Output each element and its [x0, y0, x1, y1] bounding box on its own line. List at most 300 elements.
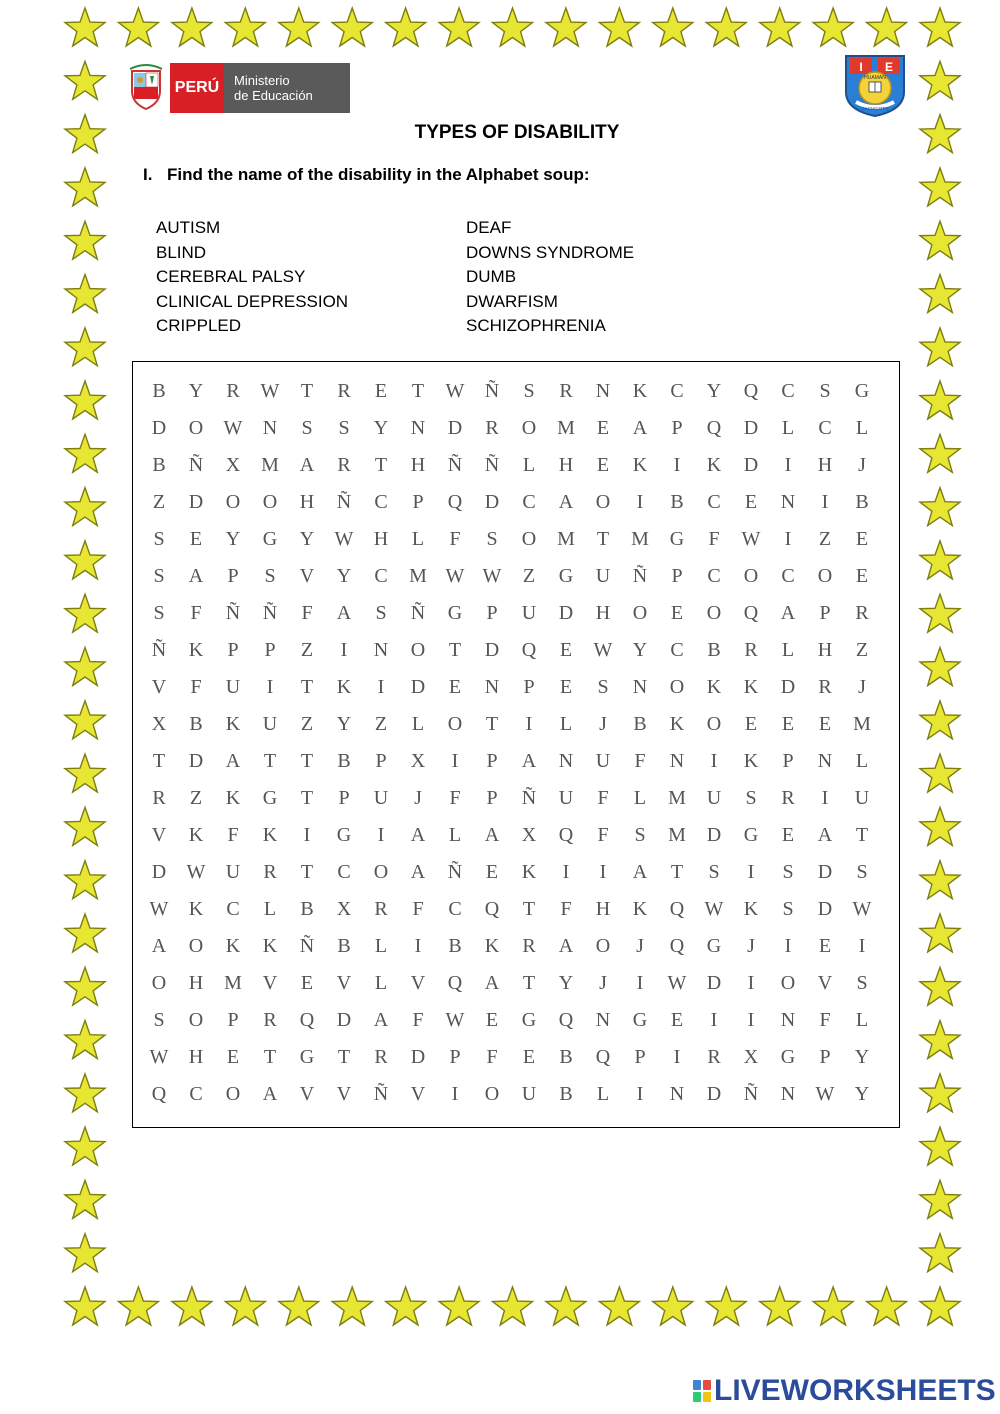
- grid-letter[interactable]: M: [557, 417, 575, 439]
- grid-letter[interactable]: Ñ: [262, 602, 278, 624]
- grid-letter[interactable]: C: [448, 898, 462, 920]
- grid-letter[interactable]: K: [225, 787, 241, 809]
- grid-letter[interactable]: Y: [225, 528, 241, 550]
- grid-letter[interactable]: Q: [743, 602, 759, 624]
- grid-letter[interactable]: T: [670, 861, 684, 883]
- grid-letter[interactable]: H: [595, 898, 611, 920]
- grid-letter[interactable]: I: [747, 972, 755, 994]
- grid-letter[interactable]: A: [558, 935, 574, 957]
- grid-letter[interactable]: C: [337, 861, 351, 883]
- grid-letter[interactable]: D: [188, 750, 204, 772]
- grid-letter[interactable]: X: [225, 454, 241, 476]
- grid-letter[interactable]: S: [375, 602, 387, 624]
- grid-letter[interactable]: W: [186, 861, 206, 883]
- grid-letter[interactable]: D: [484, 639, 500, 661]
- grid-letter[interactable]: B: [855, 491, 869, 513]
- grid-letter[interactable]: E: [559, 676, 573, 698]
- grid-letter[interactable]: F: [597, 824, 609, 846]
- grid-letter[interactable]: X: [743, 1046, 759, 1068]
- grid-letter[interactable]: O: [780, 972, 796, 994]
- grid-letter[interactable]: G: [706, 935, 722, 957]
- grid-letter[interactable]: P: [375, 750, 387, 772]
- grid-letter[interactable]: S: [153, 528, 165, 550]
- grid-letter[interactable]: K: [743, 676, 759, 698]
- grid-letter[interactable]: G: [447, 602, 463, 624]
- grid-letter[interactable]: P: [486, 602, 498, 624]
- grid-letter[interactable]: X: [521, 824, 537, 846]
- grid-letter[interactable]: A: [410, 824, 426, 846]
- grid-letter[interactable]: V: [410, 1083, 426, 1105]
- grid-letter[interactable]: F: [449, 528, 461, 550]
- grid-letter[interactable]: V: [262, 972, 278, 994]
- grid-letter[interactable]: I: [414, 935, 422, 957]
- grid-letter[interactable]: B: [559, 1083, 573, 1105]
- grid-letter[interactable]: E: [744, 713, 758, 735]
- grid-letter[interactable]: F: [819, 1009, 831, 1031]
- grid-letter[interactable]: M: [409, 565, 427, 587]
- grid-letter[interactable]: E: [522, 1046, 536, 1068]
- grid-letter[interactable]: L: [374, 972, 388, 994]
- grid-letter[interactable]: O: [669, 676, 685, 698]
- grid-letter[interactable]: C: [707, 565, 721, 587]
- grid-letter[interactable]: R: [337, 380, 351, 402]
- grid-letter[interactable]: N: [410, 417, 426, 439]
- grid-letter[interactable]: S: [856, 861, 868, 883]
- grid-letter[interactable]: M: [261, 454, 279, 476]
- grid-letter[interactable]: E: [485, 1009, 499, 1031]
- grid-letter[interactable]: N: [669, 1083, 685, 1105]
- grid-letter[interactable]: H: [817, 639, 833, 661]
- grid-letter[interactable]: W: [445, 380, 465, 402]
- grid-letter[interactable]: W: [334, 528, 354, 550]
- grid-letter[interactable]: K: [188, 824, 204, 846]
- grid-letter[interactable]: I: [266, 676, 274, 698]
- grid-letter[interactable]: T: [263, 750, 277, 772]
- grid-letter[interactable]: G: [854, 380, 870, 402]
- grid-letter[interactable]: S: [782, 898, 794, 920]
- grid-letter[interactable]: I: [710, 750, 718, 772]
- grid-letter[interactable]: Ñ: [151, 639, 167, 661]
- grid-letter[interactable]: D: [447, 417, 463, 439]
- grid-letter[interactable]: U: [706, 787, 722, 809]
- grid-letter[interactable]: R: [559, 380, 573, 402]
- grid-letter[interactable]: E: [855, 565, 869, 587]
- grid-letter[interactable]: L: [855, 417, 869, 439]
- grid-letter[interactable]: Ñ: [225, 602, 241, 624]
- grid-letter[interactable]: T: [263, 1046, 277, 1068]
- grid-letter[interactable]: C: [781, 565, 795, 587]
- grid-letter[interactable]: Ñ: [447, 861, 463, 883]
- grid-letter[interactable]: W: [149, 898, 169, 920]
- grid-letter[interactable]: K: [188, 639, 204, 661]
- grid-letter[interactable]: A: [817, 824, 833, 846]
- grid-letter[interactable]: S: [708, 861, 720, 883]
- grid-letter[interactable]: H: [188, 1046, 204, 1068]
- grid-letter[interactable]: K: [225, 713, 241, 735]
- grid-letter[interactable]: N: [558, 750, 574, 772]
- grid-letter[interactable]: C: [781, 380, 795, 402]
- grid-letter[interactable]: B: [189, 713, 203, 735]
- grid-letter[interactable]: Z: [522, 565, 536, 587]
- grid-letter[interactable]: B: [152, 454, 166, 476]
- grid-letter[interactable]: Q: [151, 1083, 167, 1105]
- grid-letter[interactable]: P: [449, 1046, 461, 1068]
- grid-letter[interactable]: L: [411, 528, 425, 550]
- grid-letter[interactable]: O: [188, 417, 204, 439]
- grid-letter[interactable]: Ñ: [410, 602, 426, 624]
- grid-letter[interactable]: Y: [558, 972, 574, 994]
- grid-letter[interactable]: A: [558, 491, 574, 513]
- grid-letter[interactable]: I: [710, 1009, 718, 1031]
- grid-letter[interactable]: D: [743, 417, 759, 439]
- grid-letter[interactable]: E: [596, 417, 610, 439]
- grid-letter[interactable]: N: [780, 1083, 796, 1105]
- grid-letter[interactable]: F: [486, 1046, 498, 1068]
- grid-letter[interactable]: C: [670, 380, 684, 402]
- grid-letter[interactable]: K: [484, 935, 500, 957]
- grid-letter[interactable]: B: [707, 639, 721, 661]
- grid-letter[interactable]: K: [632, 454, 648, 476]
- grid-letter[interactable]: V: [151, 824, 167, 846]
- grid-letter[interactable]: N: [817, 750, 833, 772]
- grid-letter[interactable]: E: [596, 454, 610, 476]
- grid-letter[interactable]: C: [226, 898, 240, 920]
- grid-letter[interactable]: O: [632, 602, 648, 624]
- grid-letter[interactable]: H: [373, 528, 389, 550]
- grid-letter[interactable]: I: [673, 454, 681, 476]
- grid-letter[interactable]: V: [410, 972, 426, 994]
- grid-letter[interactable]: A: [299, 454, 315, 476]
- grid-letter[interactable]: U: [521, 1083, 537, 1105]
- grid-letter[interactable]: L: [855, 750, 869, 772]
- grid-letter[interactable]: R: [485, 417, 499, 439]
- grid-letter[interactable]: O: [521, 417, 537, 439]
- grid-letter[interactable]: F: [227, 824, 239, 846]
- grid-letter[interactable]: Ñ: [521, 787, 537, 809]
- grid-letter[interactable]: R: [707, 1046, 721, 1068]
- grid-letter[interactable]: Y: [706, 380, 722, 402]
- grid-letter[interactable]: Q: [595, 1046, 611, 1068]
- grid-letter[interactable]: L: [781, 639, 795, 661]
- grid-letter[interactable]: A: [632, 417, 648, 439]
- grid-letter[interactable]: K: [632, 380, 648, 402]
- grid-letter[interactable]: Q: [558, 1009, 574, 1031]
- grid-letter[interactable]: Ñ: [373, 1083, 389, 1105]
- grid-letter[interactable]: A: [484, 972, 500, 994]
- grid-letter[interactable]: O: [410, 639, 426, 661]
- grid-letter[interactable]: I: [784, 454, 792, 476]
- grid-letter[interactable]: U: [595, 750, 611, 772]
- grid-letter[interactable]: W: [852, 898, 872, 920]
- grid-letter[interactable]: O: [595, 935, 611, 957]
- grid-letter[interactable]: S: [856, 972, 868, 994]
- grid-letter[interactable]: J: [636, 935, 644, 957]
- grid-letter[interactable]: X: [336, 898, 352, 920]
- grid-letter[interactable]: I: [377, 824, 385, 846]
- grid-letter[interactable]: O: [447, 713, 463, 735]
- grid-letter[interactable]: A: [521, 750, 537, 772]
- grid-letter[interactable]: D: [706, 824, 722, 846]
- grid-letter[interactable]: R: [263, 861, 277, 883]
- grid-letter[interactable]: D: [817, 898, 833, 920]
- grid-letter[interactable]: S: [338, 417, 350, 439]
- grid-letter[interactable]: W: [741, 528, 761, 550]
- grid-letter[interactable]: E: [781, 713, 795, 735]
- grid-letter[interactable]: P: [486, 787, 498, 809]
- grid-letter[interactable]: P: [227, 639, 239, 661]
- grid-letter[interactable]: I: [562, 861, 570, 883]
- grid-letter[interactable]: Z: [855, 639, 869, 661]
- grid-letter[interactable]: O: [225, 491, 241, 513]
- grid-letter[interactable]: I: [636, 972, 644, 994]
- grid-letter[interactable]: C: [189, 1083, 203, 1105]
- grid-letter[interactable]: Q: [521, 639, 537, 661]
- grid-letter[interactable]: O: [484, 1083, 500, 1105]
- grid-letter[interactable]: W: [815, 1083, 835, 1105]
- grid-letter[interactable]: K: [632, 898, 648, 920]
- grid-letter[interactable]: R: [522, 935, 536, 957]
- grid-letter[interactable]: R: [818, 676, 832, 698]
- grid-letter[interactable]: Y: [188, 380, 204, 402]
- grid-letter[interactable]: I: [747, 861, 755, 883]
- grid-letter[interactable]: P: [338, 787, 350, 809]
- grid-letter[interactable]: T: [522, 898, 536, 920]
- grid-letter[interactable]: F: [634, 750, 646, 772]
- grid-letter[interactable]: G: [780, 1046, 796, 1068]
- grid-letter[interactable]: A: [336, 602, 352, 624]
- grid-letter[interactable]: K: [336, 676, 352, 698]
- grid-letter[interactable]: T: [300, 380, 314, 402]
- grid-letter[interactable]: N: [780, 491, 796, 513]
- grid-letter[interactable]: Ñ: [299, 935, 315, 957]
- grid-letter[interactable]: W: [260, 380, 280, 402]
- grid-letter[interactable]: F: [190, 602, 202, 624]
- grid-letter[interactable]: O: [706, 602, 722, 624]
- grid-letter[interactable]: Y: [299, 528, 315, 550]
- grid-letter[interactable]: W: [445, 1009, 465, 1031]
- grid-letter[interactable]: Z: [189, 787, 203, 809]
- grid-letter[interactable]: C: [670, 639, 684, 661]
- grid-letter[interactable]: E: [448, 676, 462, 698]
- grid-letter[interactable]: R: [263, 1009, 277, 1031]
- grid-letter[interactable]: Q: [447, 972, 463, 994]
- grid-letter[interactable]: A: [410, 861, 426, 883]
- grid-letter[interactable]: Ñ: [484, 454, 500, 476]
- grid-letter[interactable]: Q: [299, 1009, 315, 1031]
- grid-letter[interactable]: U: [558, 787, 574, 809]
- grid-letter[interactable]: N: [484, 676, 500, 698]
- grid-letter[interactable]: O: [706, 713, 722, 735]
- grid-letter[interactable]: T: [855, 824, 869, 846]
- grid-letter[interactable]: V: [151, 676, 167, 698]
- grid-letter[interactable]: U: [225, 861, 241, 883]
- grid-letter[interactable]: H: [188, 972, 204, 994]
- grid-letter[interactable]: N: [669, 750, 685, 772]
- grid-letter[interactable]: E: [781, 824, 795, 846]
- grid-letter[interactable]: O: [595, 491, 611, 513]
- grid-letter[interactable]: R: [226, 380, 240, 402]
- grid-letter[interactable]: T: [152, 750, 166, 772]
- grid-letter[interactable]: Y: [336, 713, 352, 735]
- grid-letter[interactable]: O: [225, 1083, 241, 1105]
- grid-letter[interactable]: Y: [854, 1083, 870, 1105]
- grid-letter[interactable]: L: [781, 417, 795, 439]
- grid-letter[interactable]: D: [743, 454, 759, 476]
- grid-letter[interactable]: D: [706, 972, 722, 994]
- grid-letter[interactable]: T: [596, 528, 610, 550]
- grid-letter[interactable]: Y: [336, 565, 352, 587]
- grid-letter[interactable]: P: [227, 565, 239, 587]
- grid-letter[interactable]: T: [337, 1046, 351, 1068]
- grid-letter[interactable]: A: [151, 935, 167, 957]
- grid-letter[interactable]: Ñ: [743, 1083, 759, 1105]
- grid-letter[interactable]: F: [412, 1009, 424, 1031]
- grid-letter[interactable]: Q: [743, 380, 759, 402]
- grid-letter[interactable]: B: [337, 935, 351, 957]
- grid-letter[interactable]: T: [522, 972, 536, 994]
- grid-letter[interactable]: L: [263, 898, 277, 920]
- grid-letter[interactable]: F: [449, 787, 461, 809]
- grid-letter[interactable]: K: [188, 898, 204, 920]
- grid-letter[interactable]: K: [706, 676, 722, 698]
- grid-letter[interactable]: Q: [447, 491, 463, 513]
- grid-letter[interactable]: V: [817, 972, 833, 994]
- grid-letter[interactable]: D: [336, 1009, 352, 1031]
- grid-letter[interactable]: L: [448, 824, 462, 846]
- grid-letter[interactable]: C: [707, 491, 721, 513]
- grid-letter[interactable]: M: [853, 713, 871, 735]
- grid-letter[interactable]: I: [636, 491, 644, 513]
- grid-letter[interactable]: O: [188, 1009, 204, 1031]
- grid-letter[interactable]: P: [671, 417, 683, 439]
- grid-letter[interactable]: E: [670, 602, 684, 624]
- grid-letter[interactable]: T: [485, 713, 499, 735]
- grid-letter[interactable]: I: [377, 676, 385, 698]
- grid-letter[interactable]: L: [559, 713, 573, 735]
- grid-letter[interactable]: A: [225, 750, 241, 772]
- grid-letter[interactable]: T: [374, 454, 388, 476]
- grid-letter[interactable]: D: [706, 1083, 722, 1105]
- grid-letter[interactable]: I: [525, 713, 533, 735]
- grid-letter[interactable]: R: [337, 454, 351, 476]
- grid-letter[interactable]: P: [782, 750, 794, 772]
- grid-letter[interactable]: R: [781, 787, 795, 809]
- grid-letter[interactable]: L: [411, 713, 425, 735]
- grid-letter[interactable]: B: [670, 491, 684, 513]
- grid-letter[interactable]: W: [223, 417, 243, 439]
- grid-letter[interactable]: G: [558, 565, 574, 587]
- grid-letter[interactable]: M: [668, 787, 686, 809]
- grid-letter[interactable]: T: [411, 380, 425, 402]
- grid-letter[interactable]: G: [336, 824, 352, 846]
- grid-letter[interactable]: U: [225, 676, 241, 698]
- grid-letter[interactable]: J: [747, 935, 755, 957]
- grid-letter[interactable]: O: [188, 935, 204, 957]
- grid-letter[interactable]: N: [632, 676, 648, 698]
- grid-letter[interactable]: Q: [484, 898, 500, 920]
- grid-letter[interactable]: S: [523, 380, 535, 402]
- grid-letter[interactable]: G: [632, 1009, 648, 1031]
- grid-letter[interactable]: Y: [632, 639, 648, 661]
- grid-letter[interactable]: I: [303, 824, 311, 846]
- grid-letter[interactable]: I: [784, 528, 792, 550]
- grid-letter[interactable]: Ñ: [484, 380, 500, 402]
- grid-letter[interactable]: E: [559, 639, 573, 661]
- grid-letter[interactable]: K: [262, 824, 278, 846]
- grid-letter[interactable]: H: [595, 602, 611, 624]
- grid-letter[interactable]: E: [670, 1009, 684, 1031]
- grid-letter[interactable]: I: [821, 787, 829, 809]
- grid-letter[interactable]: N: [373, 639, 389, 661]
- grid-letter[interactable]: Ñ: [447, 454, 463, 476]
- grid-letter[interactable]: C: [374, 491, 388, 513]
- grid-letter[interactable]: S: [782, 861, 794, 883]
- grid-letter[interactable]: I: [599, 861, 607, 883]
- grid-letter[interactable]: B: [448, 935, 462, 957]
- grid-letter[interactable]: V: [336, 972, 352, 994]
- grid-letter[interactable]: M: [557, 528, 575, 550]
- grid-letter[interactable]: R: [374, 1046, 388, 1068]
- grid-letter[interactable]: D: [151, 861, 167, 883]
- grid-letter[interactable]: F: [708, 528, 720, 550]
- grid-letter[interactable]: D: [484, 491, 500, 513]
- grid-letter[interactable]: L: [522, 454, 536, 476]
- grid-letter[interactable]: T: [300, 676, 314, 698]
- grid-letter[interactable]: I: [858, 935, 866, 957]
- grid-letter[interactable]: Z: [374, 713, 388, 735]
- grid-letter[interactable]: Y: [854, 1046, 870, 1068]
- grid-letter[interactable]: R: [374, 898, 388, 920]
- grid-letter[interactable]: I: [821, 491, 829, 513]
- grid-letter[interactable]: P: [819, 602, 831, 624]
- grid-letter[interactable]: K: [743, 898, 759, 920]
- grid-letter[interactable]: V: [299, 1083, 315, 1105]
- grid-letter[interactable]: D: [780, 676, 796, 698]
- grid-letter[interactable]: S: [634, 824, 646, 846]
- grid-letter[interactable]: H: [299, 491, 315, 513]
- grid-letter[interactable]: F: [412, 898, 424, 920]
- grid-letter[interactable]: M: [224, 972, 242, 994]
- grid-letter[interactable]: Y: [373, 417, 389, 439]
- grid-letter[interactable]: F: [560, 898, 572, 920]
- grid-letter[interactable]: D: [558, 602, 574, 624]
- grid-letter[interactable]: A: [373, 1009, 389, 1031]
- grid-letter[interactable]: I: [784, 935, 792, 957]
- grid-letter[interactable]: C: [818, 417, 832, 439]
- grid-letter[interactable]: J: [858, 676, 866, 698]
- grid-letter[interactable]: H: [410, 454, 426, 476]
- grid-letter[interactable]: S: [745, 787, 757, 809]
- grid-letter[interactable]: S: [597, 676, 609, 698]
- grid-letter[interactable]: M: [631, 528, 649, 550]
- grid-letter[interactable]: N: [780, 1009, 796, 1031]
- grid-letter[interactable]: D: [410, 676, 426, 698]
- grid-letter[interactable]: A: [484, 824, 500, 846]
- grid-letter[interactable]: S: [153, 565, 165, 587]
- grid-letter[interactable]: G: [262, 787, 278, 809]
- grid-letter[interactable]: P: [523, 676, 535, 698]
- grid-letter[interactable]: B: [559, 1046, 573, 1068]
- grid-letter[interactable]: E: [189, 528, 203, 550]
- grid-letter[interactable]: D: [817, 861, 833, 883]
- grid-letter[interactable]: Z: [300, 639, 314, 661]
- grid-letter[interactable]: R: [744, 639, 758, 661]
- grid-letter[interactable]: K: [521, 861, 537, 883]
- grid-letter[interactable]: O: [743, 565, 759, 587]
- grid-letter[interactable]: W: [704, 898, 724, 920]
- grid-letter[interactable]: G: [521, 1009, 537, 1031]
- grid-letter[interactable]: S: [264, 565, 276, 587]
